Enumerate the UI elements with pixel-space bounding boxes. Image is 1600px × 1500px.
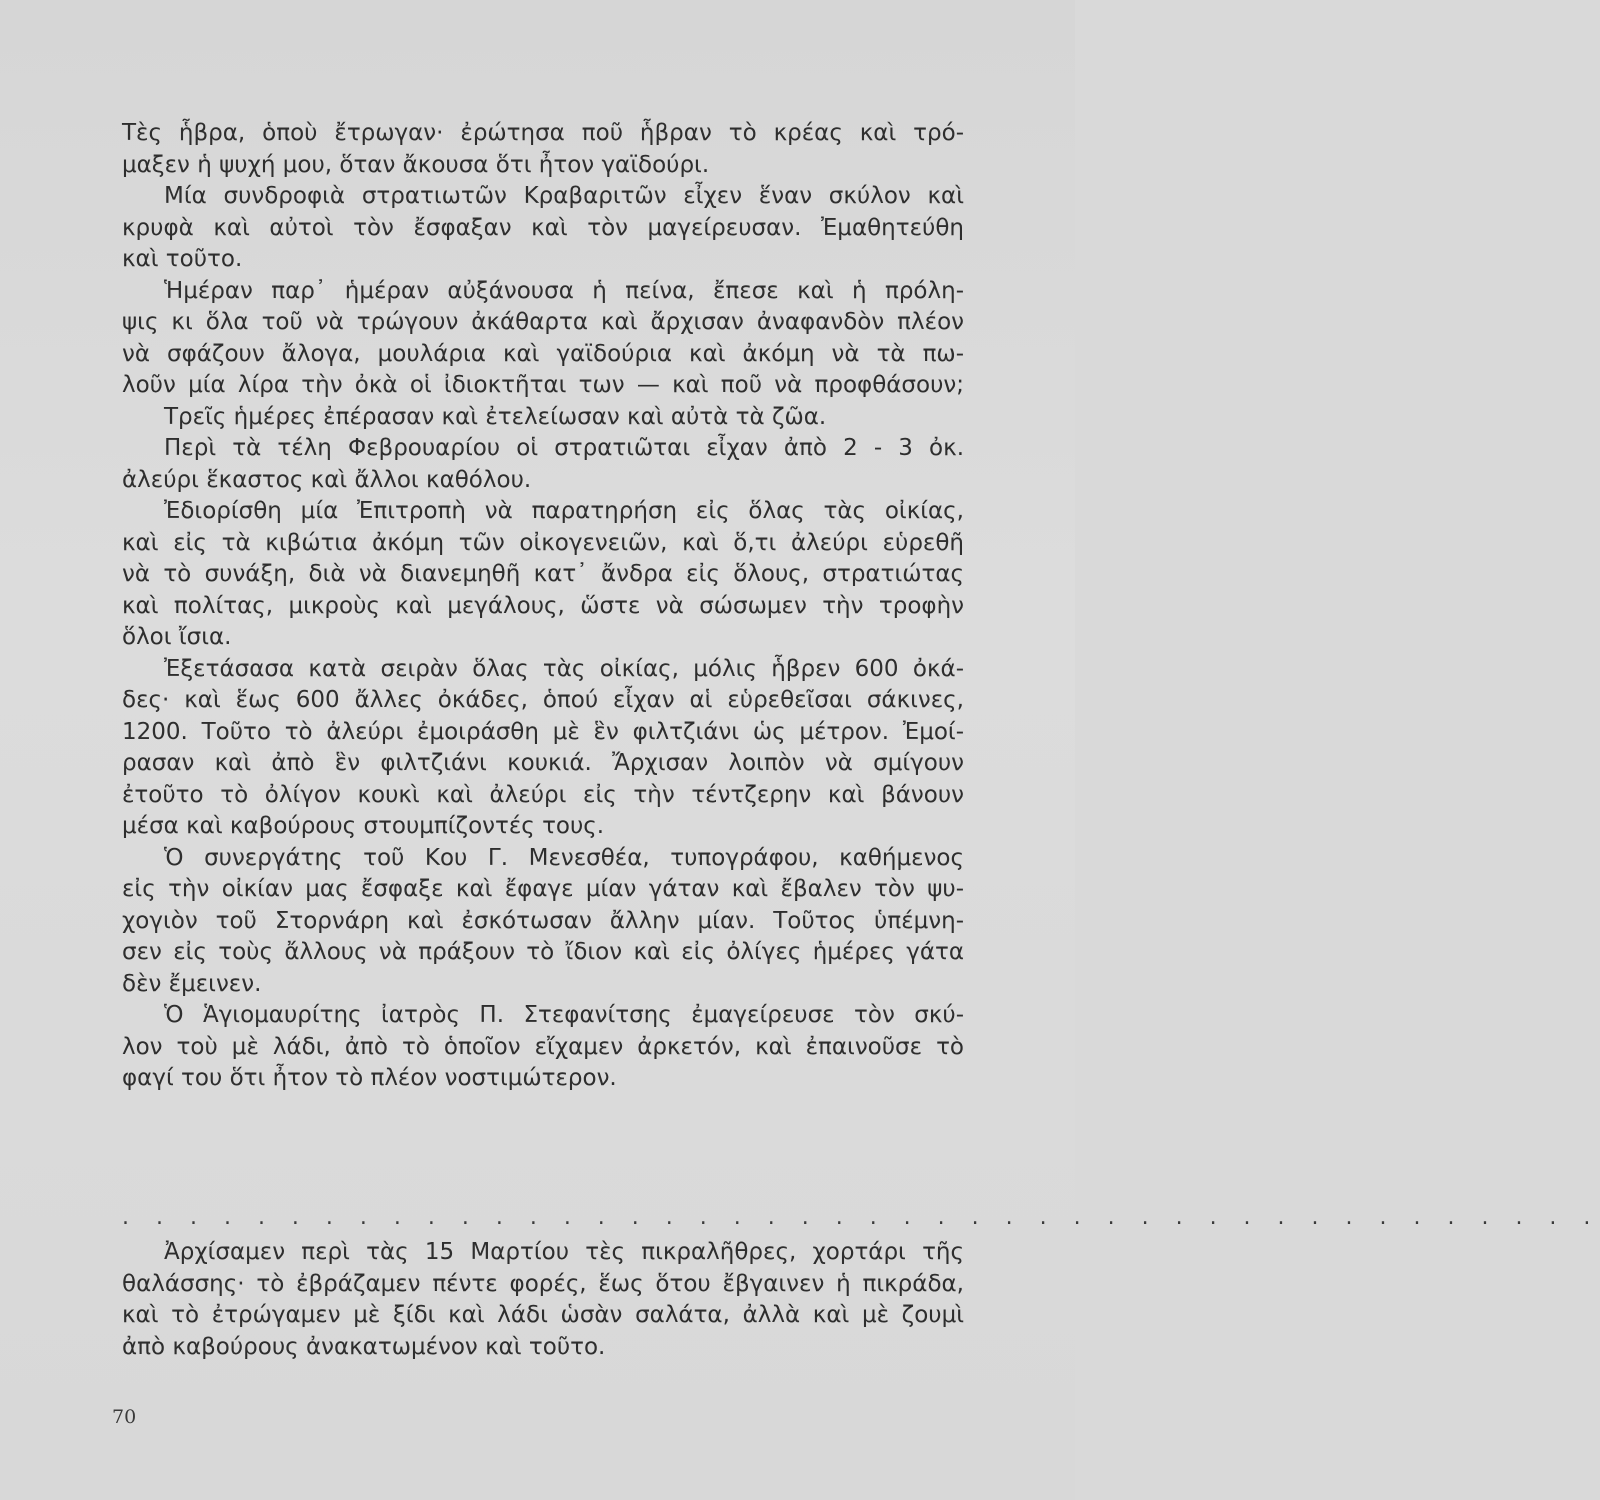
text-line: Ἐδιορίσθη μία Ἐπιτροπὴ νὰ παρατηρήση εἰς ὅλας τὰς οἰκίας, bbox=[164, 498, 964, 524]
page-number: 70 bbox=[112, 1406, 137, 1428]
text-line: καὶ πολίτας, μικροὺς καὶ μεγάλους, ὥστε νὰ σώσωμεν τὴν τροφὴν bbox=[122, 592, 964, 619]
text-line: νὰ σφάζουν ἄλογα, μουλάρια καὶ γαϊδούρια καὶ ἀκόμη νὰ τὰ πω- bbox=[122, 340, 964, 367]
text-line: καὶ εἰς τὰ κιβώτια ἀκόμη τῶν οἰκογενειῶν, καὶ ὅ,τι ἀλεύρι εὑρεθῆ bbox=[122, 529, 964, 556]
text-line: κρυφὰ καὶ αὐτοὶ τὸν ἔσφαξαν καὶ τὸν μαγείρευσαν. Ἐμαθητεύθη bbox=[122, 214, 964, 241]
text-line: φαγί του ὅτι ἦτον τὸ πλέον νοστιμώτερον. bbox=[122, 1065, 617, 1091]
text-line: σεν εἰς τοὺς ἄλλους νὰ πράξουν τὸ ἴδιον καὶ εἰς ὀλίγες ἡμέρες γάτα bbox=[122, 939, 964, 965]
text-line: καὶ τὸ ἐτρώγαμεν μὲ ξίδι καὶ λάδι ὡσὰν σαλάτα, ἀλλὰ καὶ μὲ ζουμὶ bbox=[122, 1302, 964, 1328]
closing-paragraph bbox=[122, 1237, 964, 1363]
text-line: δὲν ἔμεινεν. bbox=[122, 970, 262, 997]
text-line: Τὲς ἧβρα, ὁποὺ ἔτρωγαν· ἐρώτησα ποῦ ἧβραν τὸ κρέας καὶ τρό- bbox=[122, 120, 964, 146]
text-line: ἐτοῦτο τὸ ὀλίγον κουκὶ καὶ ἀλεύρι εἰς τὴν τέντζερην καὶ βάνουν bbox=[122, 781, 964, 808]
text-line: νὰ τὸ συνάξη, διὰ νὰ διανεμηθῆ κατ᾽ ἄνδρα εἰς ὅλους, στρατιώτας bbox=[122, 561, 964, 587]
text-line: 1200. Τοῦτο τὸ ἀλεύρι ἐμοιράσθη μὲ ἓν φιλτζιάνι ὡς μέτρον. Ἐμοί- bbox=[122, 718, 964, 745]
main-text bbox=[122, 118, 964, 1095]
text-line: Ἡμέραν παρ᾽ ἡμέραν αὐξάνουσα ἡ πείνα, ἔπεσε καὶ ἡ πρόλη- bbox=[164, 277, 964, 304]
text-line: καὶ τοῦτο. bbox=[122, 246, 243, 272]
text-line: μαξεν ἡ ψυχή μου, ὅταν ἄκουσα ὅτι ἦτον γαϊδούρι. bbox=[122, 151, 710, 178]
text-line: λον τοὺ μὲ λάδι, ἀπὸ τὸ ὁποῖον εἴχαμεν ἀρκετόν, καὶ ἐπαινοῦσε τὸ bbox=[122, 1033, 964, 1060]
text-line: ἀλεύρι ἕκαστος καὶ ἄλλοι καθόλου. bbox=[122, 466, 532, 493]
text-line: Ἀρχίσαμεν περὶ τὰς 15 Μαρτίου τὲς πικραλῆθρες, χορτάρι τῆς bbox=[164, 1239, 964, 1265]
text-line: χογιὸν τοῦ Στορνάρη καὶ ἐσκότωσαν ἄλλην μίαν. Τοῦτος ὑπέμνη- bbox=[122, 907, 964, 934]
text-line: θαλάσσης· τὸ ἐβράζαμεν πέντε φορές, ἕως ὅτου ἔβγαινεν ἡ πικράδα, bbox=[122, 1270, 964, 1297]
text-line: ψις κι ὅλα τοῦ νὰ τρώγουν ἀκάθαρτα καὶ ἄρχισαν ἀναφανδὸν πλέον bbox=[122, 309, 964, 335]
text-line: Περὶ τὰ τέλη Φεβρουαρίου οἱ στρατιῶται εἶχαν ἀπὸ 2 - 3 ὀκ. bbox=[164, 435, 964, 461]
text-line: Ἐξετάσασα κατὰ σειρὰν ὅλας τὰς οἰκίας, μόλις ἧβρεν 600 ὀκά- bbox=[164, 655, 964, 682]
text-line: μέσα καὶ καβούρους στουμπίζοντές τους. bbox=[122, 813, 605, 839]
text-line: ἀπὸ καβούρους ἀνακατωμένον καὶ τοῦτο. bbox=[122, 1333, 606, 1360]
text-line: δες· καὶ ἕως 600 ἄλλες ὀκάδες, ὁπού εἶχαν αἱ εὑρεθεῖσαι σάκινες, bbox=[122, 687, 964, 713]
text-line: Μία συνδροφιὰ στρατιωτῶν Κραβαριτῶν εἶχεν ἕναν σκύλον καὶ bbox=[164, 183, 964, 209]
text-line: εἰς τὴν οἰκίαν μας ἔσφαξε καὶ ἔφαγε μίαν γάταν καὶ ἔβαλεν τὸν ψυ- bbox=[122, 876, 964, 902]
text-line: ρασαν καὶ ἀπὸ ἓν φιλτζιάνι κουκιά. Ἄρχισαν λοιπὸν νὰ σμίγουν bbox=[122, 750, 964, 776]
text-line: Τρεῖς ἡμέρες ἐπέρασαν καὶ ἐτελείωσαν καὶ αὐτὰ τὰ ζῶα. bbox=[164, 403, 827, 430]
section-separator: . . . . . . . . . . . . . . . . . . . . . . . . . . . . . . . . . . . . . . . . . . . . bbox=[122, 1205, 1600, 1230]
text-line: Ὁ Ἁγιομαυρίτης ἰατρὸς Π. Στεφανίτσης ἐμαγείρευσε τὸν σκύ- bbox=[164, 1002, 964, 1028]
text-line: ὅλοι ἴσια. bbox=[122, 624, 232, 650]
text-line: Ὁ συνεργάτης τοῦ Κου Γ. Μενεσθέα, τυπογράφου, καθήμενος bbox=[164, 844, 964, 871]
text-line: λοῦν μία λίρα τὴν ὀκὰ οἱ ἰδιοκτῆται των — καὶ ποῦ νὰ προφθάσουν; bbox=[122, 372, 964, 398]
